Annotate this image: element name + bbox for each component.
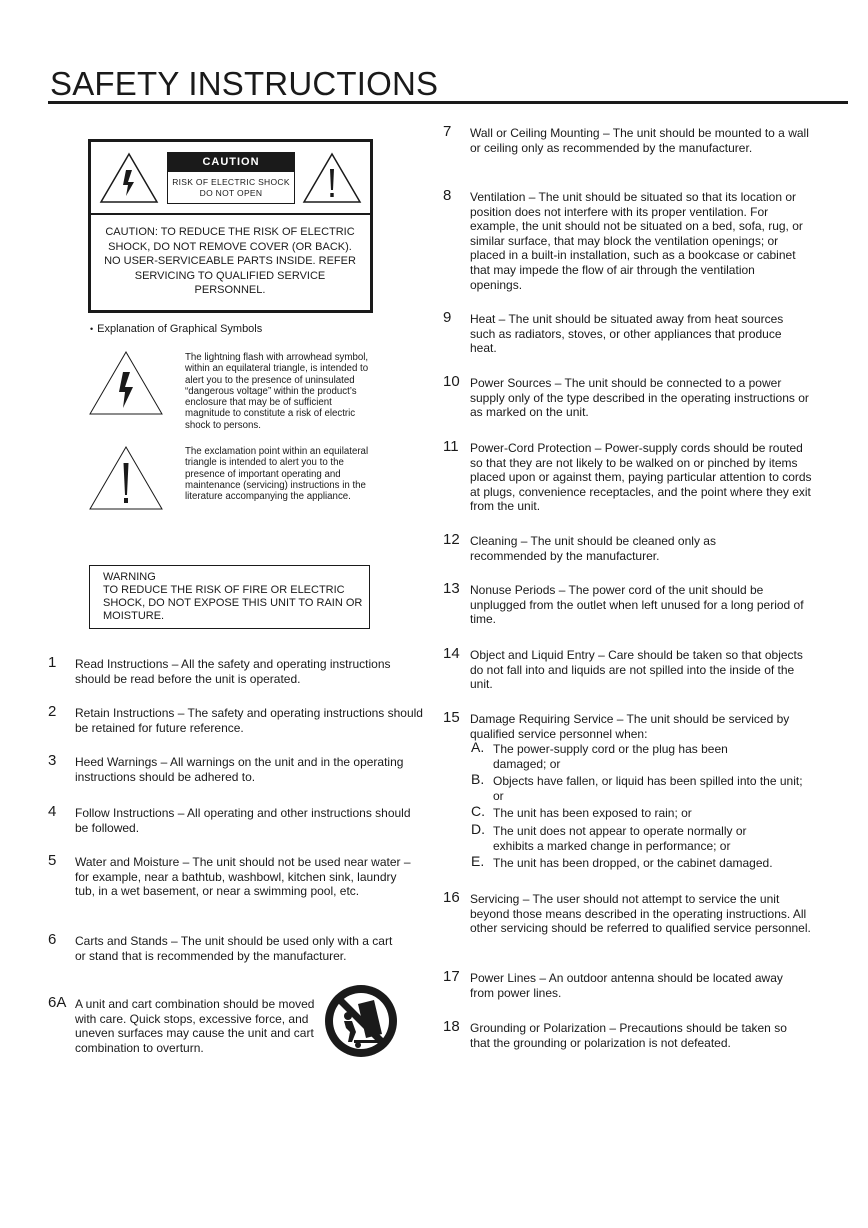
item-text: Power Lines – An outdoor antenna should be located away from power lines. xyxy=(470,971,783,1000)
caution-sub xyxy=(168,172,294,199)
exclamation-warning-icon xyxy=(302,152,362,204)
item-number: 12 xyxy=(443,531,460,548)
caution-header xyxy=(91,142,370,215)
item-text: Grounding or Polarization – Precautions should be taken so that the grounding or polarization is not defeated. xyxy=(470,1021,787,1050)
cart-warning-icon xyxy=(322,982,400,1060)
item-text: Water and Moisture – The unit should not be used near water – for example, near a bathtub, washbowl, kitchen sink, laundry tub, in a wet basement, or near a swimming pool, etc. xyxy=(75,855,411,899)
warning-box xyxy=(89,565,370,629)
caution-sub-line-2: DO NOT OPEN xyxy=(199,188,263,198)
sub-item-text: Objects have fallen, or liquid has been spilled into the unit; or xyxy=(493,774,803,803)
item-number: 6 xyxy=(48,931,57,948)
sub-item-text: The unit has been exposed to rain; or xyxy=(493,806,692,820)
caution-label-box xyxy=(167,152,295,204)
item-text: Heat – The unit should be situated away from heat sources such as radiators, stoves, or other appliances that produce heat. xyxy=(470,312,784,356)
item-text: Power Sources – The unit should be connected to a power supply only of the type described in the operating instructions or as marked on the unit. xyxy=(470,376,809,420)
item-number: 3 xyxy=(48,752,57,769)
warning-text: TO REDUCE THE RISK OF FIRE OR ELECTRIC SHOCK, DO NOT EXPOSE THIS UNIT TO RAIN OR MOISTURE. xyxy=(103,584,363,622)
sub-item-letter: E. xyxy=(471,853,485,869)
caution-box xyxy=(88,139,373,313)
item-number: 8 xyxy=(443,187,452,204)
item-number: 13 xyxy=(443,580,460,597)
item-text: Servicing – The user should not attempt to service the unit beyond those means described in the operating instructions. All other servicing should be referred to qualified service personnel. xyxy=(470,892,811,936)
item-text: Nonuse Periods – The power cord of the unit should be unplugged from the outlet when left unused for a long period of time. xyxy=(470,583,804,627)
item-text: A unit and cart combination should be moved with care. Quick stops, excessive force, and uneven surfaces may cause the unit and cart combination to overturn. xyxy=(75,997,315,1055)
sub-item-letter: B. xyxy=(471,771,485,787)
item-number: 16 xyxy=(443,889,460,906)
item-text: Retain Instructions – The safety and operating instructions should be retained for future reference. xyxy=(75,706,423,735)
item-text: Carts and Stands – The unit should be used only with a cart or stand that is recommended by the manufacturer. xyxy=(75,934,393,963)
item-text: Object and Liquid Entry – Care should be taken so that objects do not fall into and liquids are not spilled into the inside of the unit. xyxy=(470,648,803,692)
item-number: 14 xyxy=(443,645,460,662)
item-number: 7 xyxy=(443,123,452,140)
item-number: 2 xyxy=(48,703,57,720)
item-number: 15 xyxy=(443,709,460,726)
exclamation-symbol-text: The exclamation point within an equilateral triangle is intended to alert you to the presence of important operating and maintenance (servicing) instructions in the literature accompanying the appliance. xyxy=(185,446,369,503)
item-text: Power-Cord Protection – Power-supply cords should be routed so that they are not likely to be walked on or pinched by items placed upon or against them, paying particular attention to cords at plugs, convenience receptacles, and the point where they exit from the unit. xyxy=(470,441,812,514)
item-number: 9 xyxy=(443,309,452,326)
explanation-label-text: Explanation of Graphical Symbols xyxy=(97,323,263,335)
bullet-icon: • xyxy=(90,324,94,334)
sub-item-text: The unit does not appear to operate normally or exhibits a marked change in performance; or xyxy=(493,824,747,853)
page-title: SAFETY INSTRUCTIONS xyxy=(50,65,439,102)
lightning-symbol-text: The lightning flash with arrowhead symbol, within an equilateral triangle, is intended to alert you to the presence of uninsulated “dangerous voltage” within the product’s enclosure that may be of sufficient magnitude to constitute a risk of electric shock to persons. xyxy=(185,352,369,431)
sub-item-letter: D. xyxy=(471,821,485,837)
explanation-label xyxy=(90,322,262,336)
sub-item-letter: C. xyxy=(471,803,485,819)
sub-item-letter: A. xyxy=(471,739,485,755)
sub-item-text: The unit has been dropped, or the cabinet damaged. xyxy=(493,856,773,870)
caution-text: CAUTION: TO REDUCE THE RISK OF ELECTRIC SHOCK, DO NOT REMOVE COVER (OR BACK). NO USER-SERVICEABLE PARTS INSIDE. REFER SERVICING TO QUALIFIED SERVICE PERSONNEL. xyxy=(104,226,356,296)
item-text: Read Instructions – All the safety and operating instructions should be read before the unit is operated. xyxy=(75,657,391,686)
caution-sub-line-1: RISK OF ELECTRIC SHOCK xyxy=(172,177,290,187)
title-rule xyxy=(48,101,848,104)
item-text: Follow Instructions – All operating and other instructions should be followed. xyxy=(75,806,411,835)
warning-heading: WARNING xyxy=(103,571,156,583)
item-number: 10 xyxy=(443,373,460,390)
item-text: Wall or Ceiling Mounting – The unit should be mounted to a wall or ceiling only as recommended by the manufacturer. xyxy=(470,126,809,155)
item-number: 11 xyxy=(443,438,459,455)
caution-label: CAUTION xyxy=(168,153,294,172)
exclamation-symbol-icon xyxy=(88,445,164,511)
item-text: Heed Warnings – All warnings on the unit and in the operating instructions should be adhered to. xyxy=(75,755,404,784)
item-number: 6A xyxy=(48,994,67,1011)
lightning-symbol-icon xyxy=(88,350,164,416)
item-number: 4 xyxy=(48,803,57,820)
sub-item-text: The power-supply cord or the plug has been damaged; or xyxy=(493,742,728,771)
item-number: 5 xyxy=(48,852,57,869)
item-text: Ventilation – The unit should be situated so that its location or position does not interfere with its proper ventilation. For example, the unit should not be situated on a bed, sofa, rug, or similar surface, that may block the ventilation openings; or placed in a built-in installation, such as a bookcase or cabinet that may impede the flow of air through the ventilation openings. xyxy=(470,190,803,292)
lightning-warning-icon xyxy=(99,152,159,204)
item-text: Damage Requiring Service – The unit should be serviced by qualified service personnel when: xyxy=(470,712,790,741)
item-number: 17 xyxy=(443,968,460,985)
item-number: 1 xyxy=(48,654,57,671)
item-text: Cleaning – The unit should be cleaned only as recommended by the manufacturer. xyxy=(470,534,716,563)
item-number: 18 xyxy=(443,1018,460,1035)
